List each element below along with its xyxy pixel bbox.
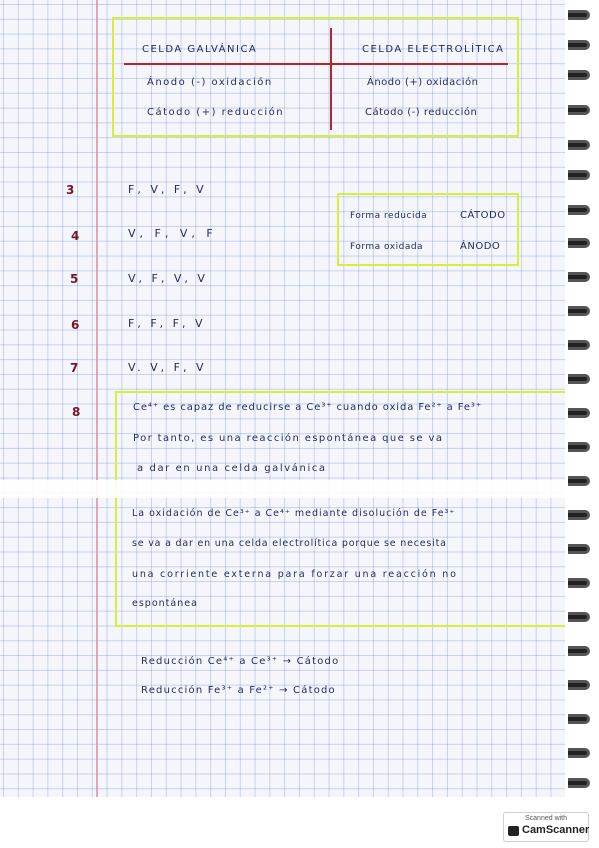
galvanic-cell-header: CELDA GALVÁNICA bbox=[142, 44, 258, 55]
q8-line-1: Ce⁴⁺ es capaz de reducirse a Ce³⁺ cuando oxida Fe²⁺ a Fe³⁺ bbox=[133, 402, 482, 413]
electrolytic-cell-header: CELDA ELECTROLÍTICA bbox=[362, 44, 505, 55]
answer-3: F, V, F, V bbox=[128, 183, 207, 196]
question-number-6: 6 bbox=[71, 318, 81, 332]
question-number-7: 7 bbox=[70, 361, 80, 375]
question-number-8: 8 bbox=[72, 405, 82, 419]
scanned-with-text: Scanned with bbox=[524, 815, 568, 822]
margin-line bbox=[96, 0, 98, 797]
camscanner-badge bbox=[503, 812, 589, 842]
q8-line-6: una corriente externa para forzar una reacción no bbox=[132, 569, 458, 580]
question-number-5: 5 bbox=[70, 272, 80, 286]
galvanic-anode-text: Ánodo (-) oxidación bbox=[147, 77, 273, 88]
question-number-3: 3 bbox=[66, 183, 76, 197]
q8-line-5: se va a dar en una celda electrolítica porque se necesita bbox=[132, 538, 447, 549]
table-vertical-rule bbox=[330, 28, 332, 130]
question-number-4: 4 bbox=[71, 229, 81, 243]
answer-4: V, F, V, F bbox=[128, 227, 217, 240]
electrolytic-anode-text: Ánodo (+) oxidación bbox=[367, 77, 479, 88]
q8-line-4: La oxidación de Ce³⁺ a Ce⁴⁺ mediante disolución de Fe³⁺ bbox=[132, 508, 456, 519]
answer-6: F, F, F, V bbox=[128, 317, 206, 330]
reduced-form-label: Forma reducida bbox=[350, 211, 428, 221]
camscanner-name: CamScanner bbox=[522, 824, 590, 836]
page-fold-highlight bbox=[0, 480, 565, 498]
electrolytic-cathode-text: Cátodo (-) reducción bbox=[365, 107, 478, 118]
answer-5: V, F, V, V bbox=[128, 272, 208, 285]
redox-form-box bbox=[337, 193, 519, 266]
q8-line-2: Por tanto, es una reacción espontánea que se va bbox=[133, 433, 444, 444]
q8-line-7: espontánea bbox=[132, 598, 198, 609]
reduction-line-2: Reducción Fe³⁺ a Fe²⁺ → Cátodo bbox=[141, 685, 336, 696]
answer-7: V. V, F, V bbox=[128, 361, 207, 374]
camscanner-logo-icon bbox=[508, 826, 519, 836]
q8-line-3: a dar en una celda galvánica bbox=[137, 463, 327, 474]
reduction-line-1: Reducción Ce⁴⁺ a Ce³⁺ → Cátodo bbox=[141, 656, 340, 667]
oxidized-form-label: Forma oxidada bbox=[350, 242, 424, 252]
galvanic-cathode-text: Cátodo (+) reducción bbox=[147, 107, 285, 118]
reduced-form-value: CÁTODO bbox=[460, 210, 506, 221]
spiral-binding bbox=[568, 10, 594, 790]
oxidized-form-value: ÁNODO bbox=[460, 241, 501, 252]
table-horizontal-rule bbox=[124, 63, 508, 65]
